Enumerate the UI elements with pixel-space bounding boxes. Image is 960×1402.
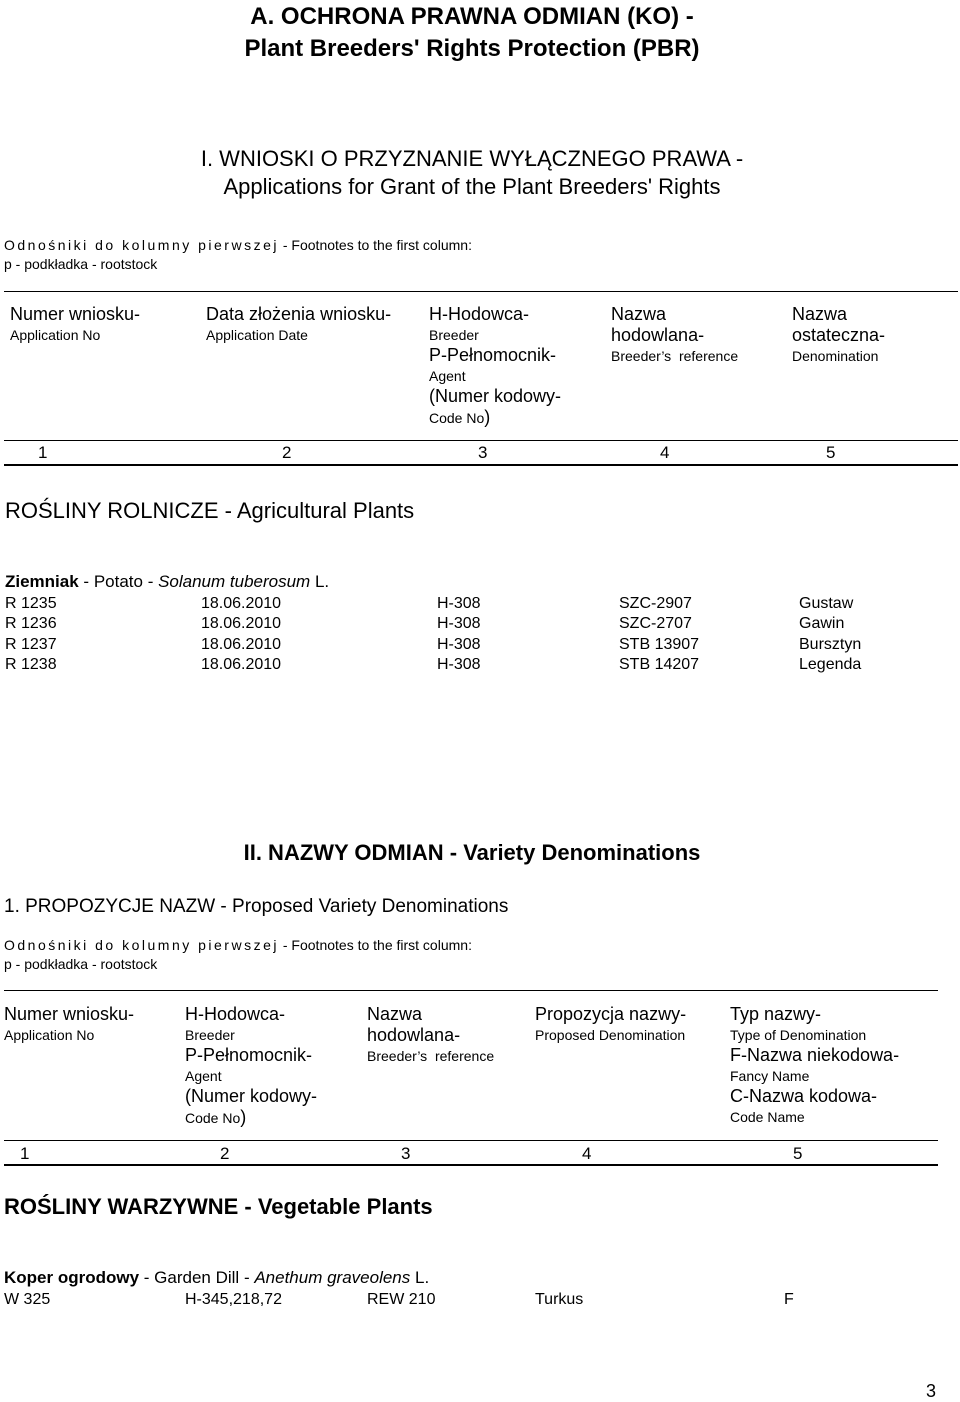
s2-col2-pl2: P-Pełnomocnik- — [185, 1045, 313, 1065]
s2-species-en: Garden Dill — [154, 1268, 240, 1287]
s2-col1-en: Application No — [4, 1027, 95, 1043]
s1-r3-app-no: R 1237 — [5, 636, 57, 653]
s1-r2-date: 18.06.2010 — [201, 615, 282, 632]
s2-col2-en: Breeder — [185, 1027, 235, 1043]
section2-title — [0, 840, 944, 866]
s1-col3-en: Breeder — [429, 327, 479, 343]
s1-col3-en3-wrap — [429, 407, 561, 428]
s1-species-sep1: - — [78, 572, 94, 591]
s1-colnum-4: 4 — [660, 443, 670, 462]
section1-header-bottom-rule — [4, 440, 958, 441]
section2-footnote-spaced: Odnośniki do kolumny pierwszej — [4, 937, 279, 953]
s1-r4-reference: STB 14207 — [619, 656, 700, 673]
s2-col1-header — [4, 1004, 134, 1045]
s1-r1-reference: SZC-2907 — [619, 595, 692, 612]
s1-r4-app-no: R 1238 — [5, 656, 57, 673]
s1-r3-breeder: H-308 — [437, 636, 481, 653]
section2-species-line — [4, 1268, 429, 1288]
section1-footnote-line2: p - podkładka - rootstock — [4, 256, 158, 272]
s2-col4-header — [535, 1004, 686, 1045]
s1-col3-header — [429, 304, 561, 428]
s2-r1-type: F — [784, 1291, 794, 1308]
s2-col4-pl: Propozycja nazwy- — [535, 1004, 687, 1024]
s1-r4-date: 18.06.2010 — [201, 656, 282, 673]
s2-colnum-4: 4 — [582, 1144, 592, 1163]
section1-numbers-bottom-rule — [4, 464, 958, 466]
s2-col5-en: Type of Denomination — [730, 1027, 867, 1043]
s2-r1-breeder: H-345,218,72 — [185, 1291, 282, 1308]
s1-colnum-1: 1 — [38, 443, 48, 462]
s1-r3-date: 18.06.2010 — [201, 636, 282, 653]
s1-col3-close: ) — [484, 407, 491, 427]
section1-species-line — [5, 572, 329, 592]
s1-r2-denomination: Gawin — [799, 615, 845, 632]
s1-r1-date: 18.06.2010 — [201, 595, 282, 612]
s1-col2-en: Application Date — [206, 327, 308, 343]
s2-r1-app-no: W 325 — [4, 1291, 51, 1308]
s1-r1-app-no: R 1235 — [5, 595, 57, 612]
s2-colnum-1: 1 — [20, 1144, 30, 1163]
section2-table-top-rule — [4, 990, 938, 991]
document-title-line1: A. OCHRONA PRAWNA ODMIAN (KO) - — [250, 3, 694, 30]
s1-col1-pl: Numer wniosku- — [10, 304, 141, 324]
s1-species-latin: Solanum tuberosum — [158, 572, 311, 591]
s1-r2-reference: SZC-2707 — [619, 615, 692, 632]
s2-species-sep1: - — [139, 1268, 155, 1287]
s1-col2-header — [206, 304, 391, 345]
s1-col4-pl: Nazwa — [611, 304, 667, 324]
s1-species-pl: Ziemniak — [5, 572, 79, 591]
s1-col1-en: Application No — [10, 327, 101, 343]
section2-subtitle: 1. PROPOZYCJE NAZW - Proposed Variety Denominations — [4, 896, 509, 917]
section1-footnote-rest: - Footnotes to the first column: — [278, 237, 472, 253]
s2-col2-close: ) — [240, 1107, 247, 1127]
s2-col2-en3: Code No — [185, 1110, 241, 1126]
s2-col3-pl-b: hodowlana- — [367, 1025, 461, 1045]
s2-col2-pl: H-Hodowca- — [185, 1004, 286, 1024]
s1-r4-breeder: H-308 — [437, 656, 481, 673]
s1-col2-pl: Data złożenia wniosku- — [206, 304, 392, 324]
s2-col5-en3: Code Name — [730, 1109, 805, 1125]
section2-footnote-rest: - Footnotes to the first column: — [278, 937, 472, 953]
s2-col1-pl: Numer wniosku- — [4, 1004, 135, 1024]
s1-species-en: Potato — [93, 572, 143, 591]
section1-title-line1: I. WNIOSKI O PRZYZNANIE WYŁĄCZNEGO PRAWA - — [200, 146, 744, 171]
section2-category-heading — [4, 1194, 433, 1220]
s2-colnum-2: 2 — [220, 1144, 230, 1163]
s2-col2-pl3: (Numer kodowy- — [185, 1086, 318, 1106]
section2-title-text: II. NAZWY ODMIAN - Variety Denominations — [243, 840, 701, 865]
s1-col4-en: Breeder’s reference — [611, 348, 739, 364]
s2-colnum-3: 3 — [401, 1144, 411, 1163]
s1-col1-header — [10, 304, 140, 345]
s1-colnum-5: 5 — [826, 443, 836, 462]
s1-col3-en3: Code No — [429, 410, 485, 426]
s1-r2-app-no: R 1236 — [5, 615, 57, 632]
s2-col2-en3-wrap — [185, 1107, 317, 1128]
s2-colnum-5: 5 — [793, 1144, 803, 1163]
s2-col3-en: Breeder’s reference — [367, 1048, 495, 1064]
s2-col2-en2: Agent — [185, 1068, 222, 1084]
s1-colnum-3: 3 — [478, 443, 488, 462]
s2-species-sep2: - — [239, 1268, 255, 1287]
s2-col4-en: Proposed Denomination — [535, 1027, 686, 1043]
section1-footnote — [4, 237, 472, 253]
s2-col5-pl2: F-Nazwa niekodowa- — [730, 1045, 900, 1065]
section1-category-heading: ROŚLINY ROLNICZE - Agricultural Plants — [5, 498, 415, 523]
s1-col5-pl-b: ostateczna- — [792, 325, 886, 345]
s2-species-latin: Anethum graveolens — [254, 1268, 411, 1287]
s1-species-author: L. — [310, 572, 330, 591]
s2-col5-pl: Typ nazwy- — [730, 1004, 822, 1024]
s2-col5-header — [730, 1004, 899, 1127]
s2-col2-header — [185, 1004, 317, 1128]
section2-numbers-bottom-rule — [4, 1164, 938, 1166]
s2-col5-pl3: C-Nazwa kodowa- — [730, 1086, 878, 1106]
s2-col5-en2: Fancy Name — [730, 1068, 810, 1084]
s2-r1-reference: REW 210 — [367, 1291, 436, 1308]
s1-r2-breeder: H-308 — [437, 615, 481, 632]
s1-col5-header — [792, 304, 885, 366]
s1-col5-en: Denomination — [792, 348, 879, 364]
s1-r1-denomination: Gustaw — [799, 595, 854, 612]
s2-species-author: L. — [410, 1268, 430, 1287]
section2-footnote — [4, 937, 472, 953]
section2-footnote-line2: p - podkładka - rootstock — [4, 956, 158, 972]
s1-colnum-2: 2 — [282, 443, 292, 462]
s1-r3-denomination: Bursztyn — [799, 636, 862, 653]
s1-r1-breeder: H-308 — [437, 595, 481, 612]
document-title-line2: Plant Breeders' Rights Protection (PBR) — [244, 35, 700, 62]
s1-col4-pl-b: hodowlana- — [611, 325, 705, 345]
section1-title-line2: Applications for Grant of the Plant Breeders' Rights — [223, 174, 721, 199]
s1-r4-denomination: Legenda — [799, 656, 862, 673]
s1-col3-pl2: P-Pełnomocnik- — [429, 345, 557, 365]
s1-species-sep2: - — [142, 572, 159, 591]
s1-col5-pl: Nazwa — [792, 304, 848, 324]
s1-r3-reference: STB 13907 — [619, 636, 700, 653]
s1-col3-pl3: (Numer kodowy- — [429, 386, 562, 406]
s2-species-pl: Koper ogrodowy — [4, 1268, 140, 1287]
s1-col4-header — [611, 304, 738, 366]
s2-col3-pl: Nazwa — [367, 1004, 423, 1024]
s1-col3-pl: H-Hodowca- — [429, 304, 530, 324]
section1-footnote-spaced: Odnośniki do kolumny pierwszej — [4, 237, 279, 253]
s2-col3-header — [367, 1004, 494, 1066]
s2-r1-proposal: Turkus — [535, 1291, 584, 1308]
section2-header-bottom-rule — [4, 1140, 938, 1141]
s1-col3-en2: Agent — [429, 368, 466, 384]
section2-category-text: ROŚLINY WARZYWNE - Vegetable Plants — [4, 1194, 433, 1219]
page-number: 3 — [926, 1381, 937, 1401]
section1-table-top-rule — [4, 291, 958, 292]
